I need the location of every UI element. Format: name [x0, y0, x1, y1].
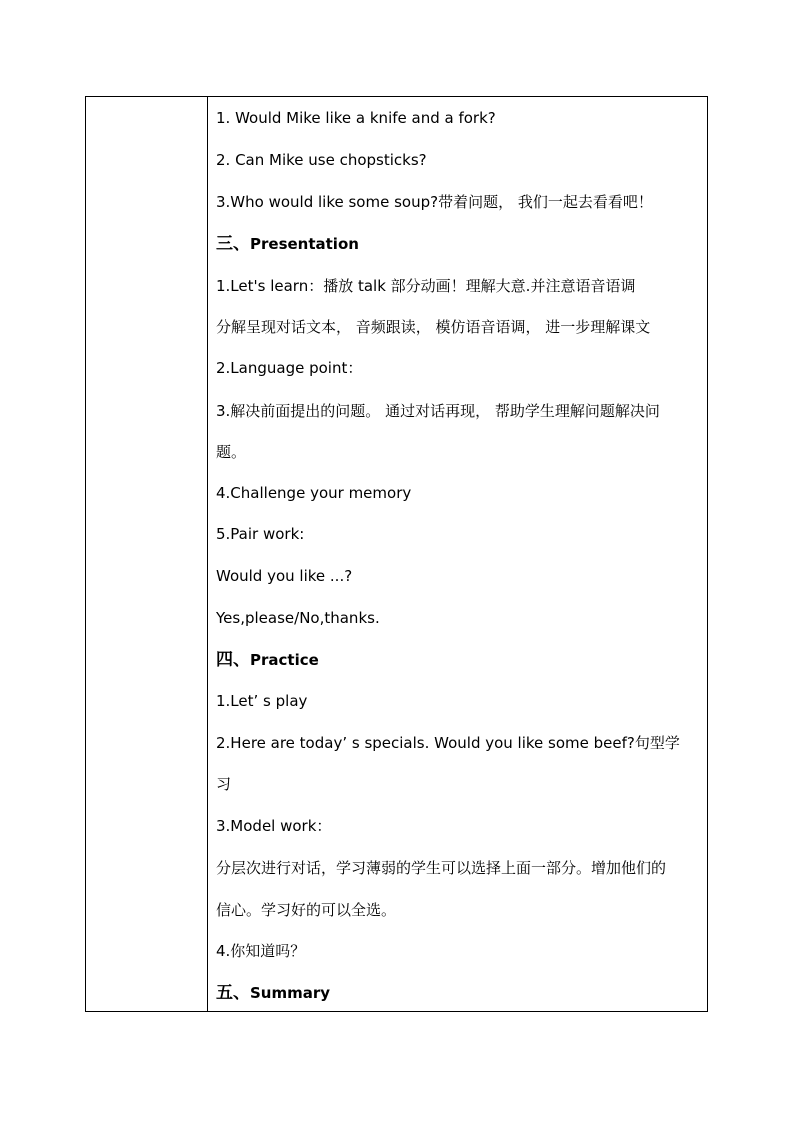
- section-number: 四、: [216, 650, 250, 670]
- section-number: 三、: [216, 234, 250, 254]
- practice-step-2-cont: 习: [216, 775, 232, 793]
- left-column-cell: [86, 97, 208, 1011]
- content-cell: [208, 97, 707, 1011]
- section-number: 五、: [216, 983, 250, 1003]
- presentation-step-5: 5.Pair work:: [216, 525, 305, 543]
- lesson-plan-table: [85, 96, 708, 1012]
- question-2: 2. Can Mike use chopsticks?: [216, 151, 427, 169]
- section-title: Summary: [250, 984, 331, 1002]
- section-title: Presentation: [250, 235, 359, 253]
- practice-step-1: 1.Let’ s play: [216, 692, 308, 710]
- pair-work-question: Would you like ...?: [216, 567, 353, 585]
- presentation-step-3-cont: 题。: [216, 443, 247, 461]
- practice-step-3-detail: 分层次进行对话，学习薄弱的学生可以选择上面一部分。增加他们的: [216, 859, 667, 877]
- practice-step-2: 2.Here are today’ s specials. Would you like some beef?句型学: [216, 734, 680, 752]
- section-title: Practice: [250, 651, 319, 669]
- section-heading-presentation: [216, 234, 703, 254]
- question-3: 3.Who would like some soup?带着问题， 我们一起去看看吧！: [216, 193, 653, 211]
- presentation-step-2: 2.Language point：: [216, 359, 363, 377]
- practice-step-3: 3.Model work：: [216, 817, 332, 835]
- presentation-step-3: 3.解决前面提出的问题。 通过对话再现， 帮助学生理解问题解决问: [216, 402, 660, 420]
- practice-step-3-detail-cont: 信心。学习好的可以全选。: [216, 901, 397, 919]
- presentation-step-4: 4.Challenge your memory: [216, 484, 412, 502]
- section-heading-summary: [216, 983, 703, 1003]
- question-1: 1. Would Mike like a knife and a fork?: [216, 109, 496, 127]
- practice-step-4: 4.你知道吗？: [216, 942, 306, 960]
- section-heading-practice: [216, 650, 703, 670]
- presentation-step-1: 1.Let's learn：播放 talk 部分动画！理解大意.并注意语音语调: [216, 277, 636, 295]
- pair-work-answer: Yes,please/No,thanks.: [216, 609, 380, 627]
- presentation-step-1-detail: 分解呈现对话文本， 音频跟读， 模仿语音语调， 进一步理解课文: [216, 318, 651, 336]
